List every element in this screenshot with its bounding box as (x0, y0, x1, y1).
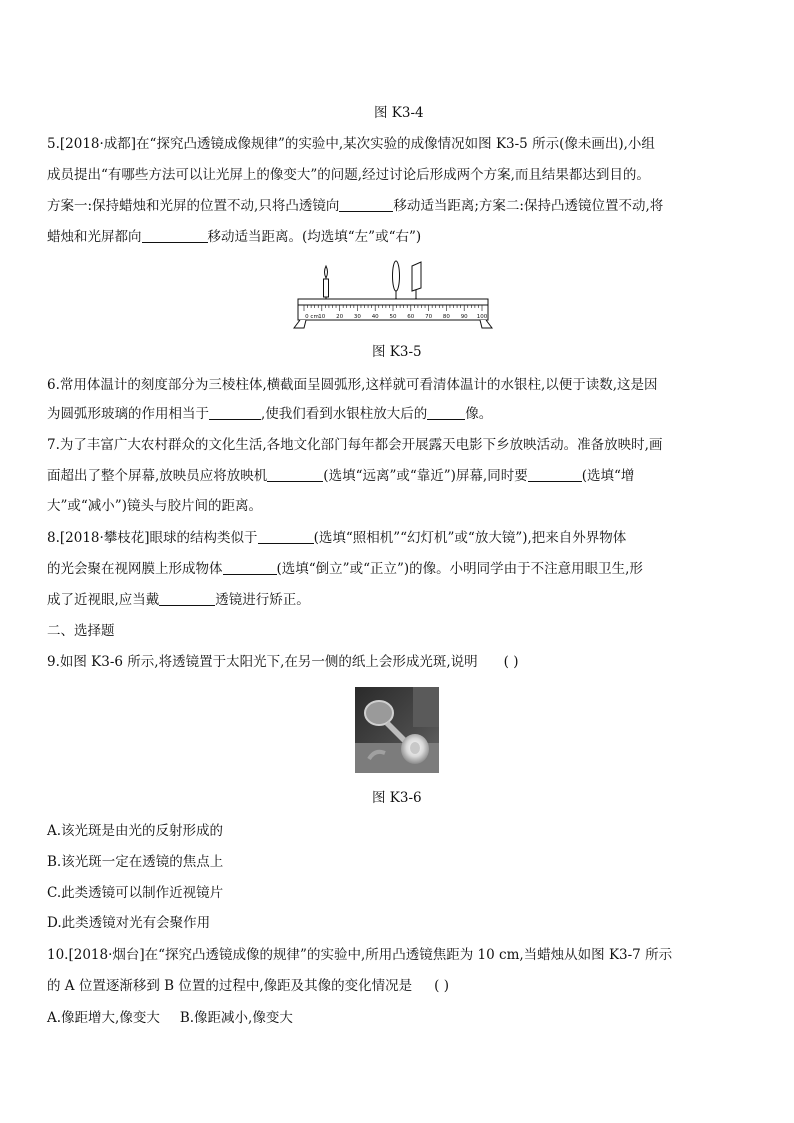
q8-line-1a: 8.[2018·攀枝花]眼球的结构类似于 (47, 530, 258, 546)
q8-line-2b: (选填“倒立”或“正立”)的像。小明同学由于不注意用眼卫生,形 (276, 561, 643, 577)
lens-light-spot-photo (355, 687, 439, 773)
ruler-label: 20 (336, 314, 344, 320)
candle-icon (324, 266, 329, 304)
q8-line-2a: 的光会聚在视网膜上形成物体 (47, 561, 223, 577)
q8-line-3 (47, 591, 310, 609)
q10-option-b[interactable]: B.像距减小,像变大 (179, 1010, 293, 1026)
ruler-label: 70 (425, 314, 433, 320)
ruler-label: 50 (389, 314, 397, 320)
light-screen-icon (412, 262, 421, 304)
optical-bench-figure (288, 258, 498, 330)
section-heading: 二、选择题 (47, 623, 115, 639)
q5-line-4b: 移动适当距离。(均选填“左”或“右”) (207, 229, 422, 245)
q5-blank-2[interactable] (142, 230, 208, 243)
q7-line-2c: (选填“增 (581, 468, 635, 484)
q5-line-3b: 移动适当距离;方案二:保持凸透镜位置不动,将 (393, 198, 664, 214)
q8-line-3b: 透镜进行矫正。 (215, 592, 310, 608)
ruler-label: 80 (442, 314, 450, 320)
figure-k3-4-caption: 图 K3-4 (374, 105, 424, 121)
q7-line-1: 7.为了丰富广大农村群众的文化生活,各地文化部门每年都会开展露天电影下乡放映活动。准备放映时,画 (47, 437, 663, 453)
q10-stem: 的 A 位置逐渐移到 B 位置的过程中,像距及其像的变化情况是 (47, 978, 413, 994)
q6-line-2b: ,使我们看到水银柱放大后的 (261, 406, 428, 422)
ruler-label: 100 (476, 314, 488, 320)
q7-line-3: 大”或“减小”)镜头与胶片间的距离。 (47, 498, 262, 514)
q5-line-4 (47, 228, 421, 246)
convex-lens-icon (392, 261, 400, 304)
q9-option-c[interactable]: C.此类透镜可以制作近视镜片 (47, 885, 224, 901)
q9-option-a[interactable]: A.该光斑是由光的反射形成的 (47, 823, 224, 839)
q5-line-1: 5.[2018·成都]在“探究凸透镜成像规律”的实验中,某次实验的成像情况如图 K3-5 所示(像未画出),小组 (47, 136, 655, 152)
q10-answer-paren[interactable]: ( ) (434, 978, 449, 994)
q8-blank-1[interactable] (258, 531, 314, 544)
ruler-label: 0 cm (305, 314, 319, 320)
q5-line-3 (47, 197, 663, 215)
figure-k3-5-caption: 图 K3-5 (372, 344, 422, 360)
q5-blank-1[interactable] (339, 199, 393, 212)
q6-line-2a: 为圆弧形玻璃的作用相当于 (47, 406, 209, 422)
q8-line-1 (47, 529, 626, 547)
q8-line-3a: 成了近视眼,应当戴 (47, 592, 160, 608)
q9-stem: 9.如图 K3-6 所示,将透镜置于太阳光下,在另一侧的纸上会形成光斑,说明 (47, 654, 478, 670)
q7-blank-1[interactable] (267, 469, 323, 482)
q10-option-a[interactable]: A.像距增大,像变大 (47, 1010, 160, 1026)
q5-line-3a: 方案一:保持蜡烛和光屏的位置不动,只将凸透镜向 (47, 198, 340, 214)
q5-line-2: 成员提出“有哪些方法可以让光屏上的像变大”的问题,经过讨论后形成两个方案,而且结果都达到目的。 (47, 167, 650, 183)
q10-options-line (47, 1009, 293, 1027)
ruler-label: 40 (371, 314, 379, 320)
q8-blank-3[interactable] (159, 593, 215, 606)
q7-blank-2[interactable] (528, 469, 582, 482)
q6-line-1: 6.常用体温计的刻度部分为三棱柱体,横截面呈圆弧形,这样就可看清体温计的水银柱,以便于读数,这是因 (47, 377, 658, 393)
q7-line-2 (47, 467, 634, 485)
q8-line-2 (47, 560, 643, 578)
q9-stem-line (47, 653, 519, 671)
q9-option-d[interactable]: D.此类透镜对光有会聚作用 (47, 915, 211, 931)
ruler-label: 60 (407, 314, 415, 320)
q6-line-2c: 像。 (465, 406, 493, 422)
q8-blank-2[interactable] (223, 562, 277, 575)
ruler-label: 30 (353, 314, 361, 320)
q8-line-1b: (选填“照相机”“幻灯机”或“放大镜”),把来自外界物体 (313, 530, 627, 546)
q7-line-2a: 面超出了整个屏幕,放映员应将放映机 (47, 468, 268, 484)
ruler-label: 90 (460, 314, 468, 320)
q6-blank-2[interactable] (427, 407, 465, 420)
q10-line-2 (47, 977, 449, 995)
q10-line-1: 10.[2018·烟台]在“探究凸透镜成像的规律”的实验中,所用凸透镜焦距为 10 cm,当蜡烛从如图 K3-7 所示 (47, 947, 673, 963)
q6-line-2 (47, 405, 492, 423)
figure-k3-6-caption: 图 K3-6 (372, 790, 422, 806)
q6-blank-1[interactable] (209, 407, 261, 420)
q9-option-b[interactable]: B.该光斑一定在透镜的焦点上 (47, 854, 224, 870)
q9-answer-paren[interactable]: ( ) (503, 654, 519, 670)
q5-line-4a: 蜡烛和光屏都向 (47, 229, 142, 245)
ruler-label: 10 (318, 314, 326, 320)
q7-line-2b: (选填“远离”或“靠近”)屏幕,同时要 (323, 468, 528, 484)
